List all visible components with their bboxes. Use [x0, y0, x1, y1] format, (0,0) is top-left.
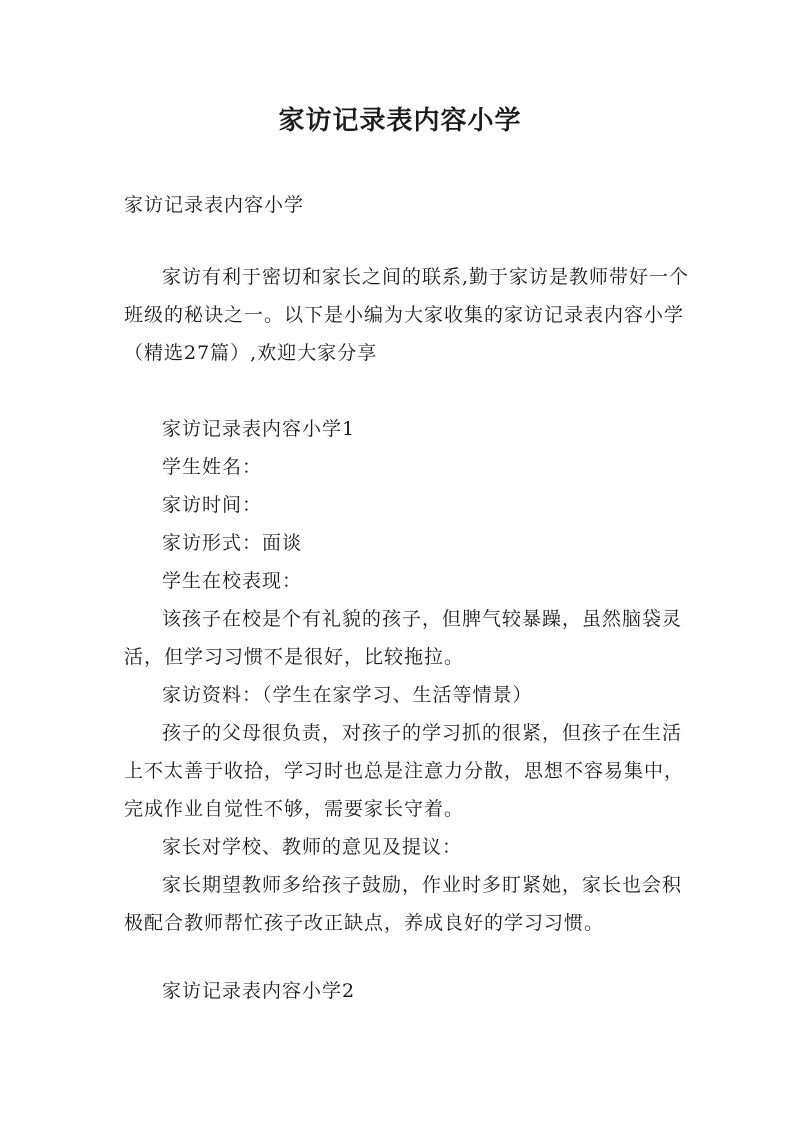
school-performance-label: 学生在校表现：: [162, 570, 303, 592]
record-section-1: [124, 410, 696, 942]
intro-paragraph: 家访有利于密切和家长之间的联系,勤于家访是教师带好一个班级的秘诀之一。以下是小编为大家收集的家访记录表内容小学（精选27篇）,欢迎大家分享: [124, 266, 690, 364]
school-performance-text: 该孩子在校是个有礼貌的孩子，但脾气较暴躁，虽然脑袋灵活，但学习习惯不是很好，比较拖拉。: [124, 608, 683, 668]
parent-opinion-text: 家长期望教师多给孩子鼓励，作业时多盯紧她，家长也会积极配合教师帮忙孩子改正缺点，养成良好的学习习惯。: [124, 874, 683, 934]
record-section-2: [124, 972, 696, 1010]
visit-form: 家访形式：面谈: [162, 532, 303, 554]
visit-info-label: 家访资料：（学生在家学习、生活等情景）: [162, 684, 533, 706]
visit-time-label: 家访时间：: [162, 494, 263, 516]
visit-info-text: 孩子的父母很负责，对孩子的学习抓的很紧，但孩子在生活上不太善于收拾，学习时也总是注意力分散，思想不容易集中，完成作业自觉性不够，需要家长守着。: [124, 722, 685, 820]
document-subtitle: 家访记录表内容小学: [124, 194, 305, 216]
parent-opinion-label: 家长对学校、教师的意见及提议：: [162, 836, 463, 858]
section-heading: 家访记录表内容小学2: [162, 980, 356, 1002]
document-title: 家访记录表内容小学: [278, 106, 522, 136]
section-heading: 家访记录表内容小学1: [162, 418, 356, 440]
intro-section: [124, 258, 696, 372]
student-name-label: 学生姓名：: [162, 456, 263, 478]
